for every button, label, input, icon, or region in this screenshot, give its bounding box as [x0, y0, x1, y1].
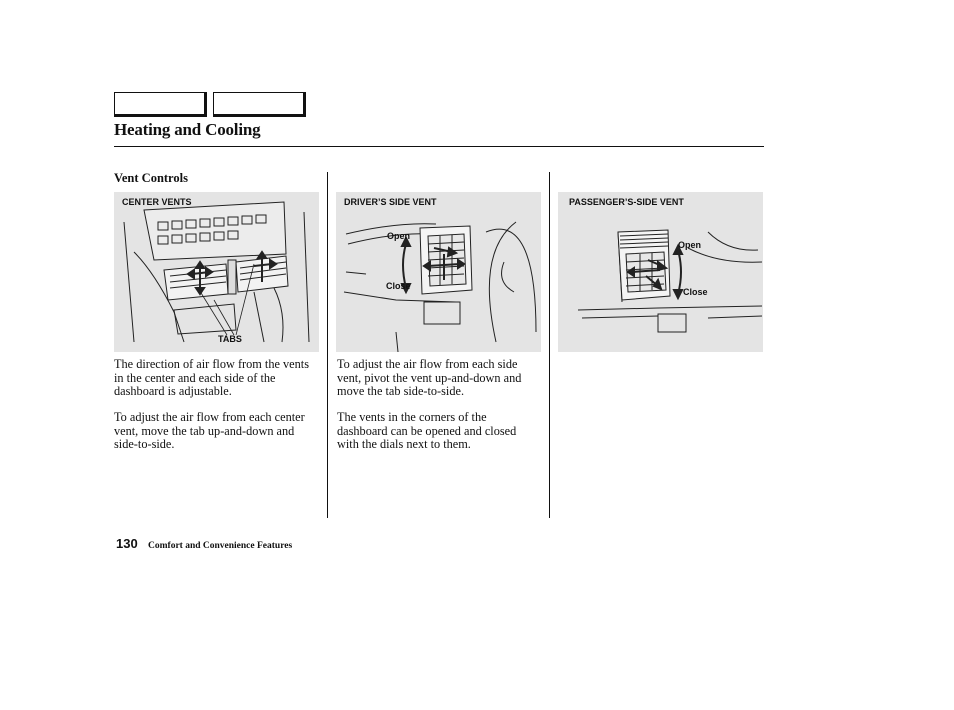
- header-tab-box-1: [114, 92, 207, 117]
- paragraph-side-vent-adjust: To adjust the air flow from each side vent, pivot the vent up-and-down and move the tab side-to-side.: [337, 357, 522, 398]
- header-rule: [114, 146, 764, 147]
- paragraph-center-vent-adjust: To adjust the air flow from each center vent, move the tab up-and-down and side-to-side.: [114, 410, 305, 451]
- paragraph-airflow-direction: The direction of air flow from the vents in the center and each side of the dashboard is adjustable.: [114, 357, 309, 398]
- figure-label-open-driver: Open: [387, 231, 411, 241]
- center-vents-figure: [114, 192, 319, 352]
- section-title: Heating and Cooling: [114, 120, 261, 139]
- passengers-side-vent-figure: [558, 192, 763, 352]
- figure-label-close-passenger: Close: [683, 287, 708, 297]
- figure-caption-center-vents: CENTER VENTS: [122, 197, 192, 207]
- figure-label-open-passenger: Open: [678, 240, 702, 250]
- figure-caption-passengers-side-vent: PASSENGER’S-SIDE VENT: [569, 197, 684, 207]
- figure-label-tabs: TABS: [218, 334, 242, 344]
- subheading-vent-controls: Vent Controls: [114, 171, 188, 185]
- figure-label-close-driver: Close: [386, 281, 411, 291]
- center-vents-illustration: [114, 192, 319, 352]
- header-tab-box-2: [213, 92, 306, 117]
- column-divider-1: [327, 172, 328, 518]
- paragraph-corner-vents: The vents in the corners of the dashboard can be opened and closed with the dials next to them.: [337, 410, 517, 451]
- figure-caption-drivers-side-vent: DRIVER’S SIDE VENT: [344, 197, 437, 207]
- drivers-side-vent-figure: [336, 192, 541, 352]
- drivers-side-vent-illustration: [336, 192, 541, 352]
- column-divider-2: [549, 172, 550, 518]
- passengers-side-vent-illustration: [558, 192, 763, 352]
- footer-chapter-title: Comfort and Convenience Features: [148, 541, 293, 551]
- page-number: 130: [116, 536, 138, 551]
